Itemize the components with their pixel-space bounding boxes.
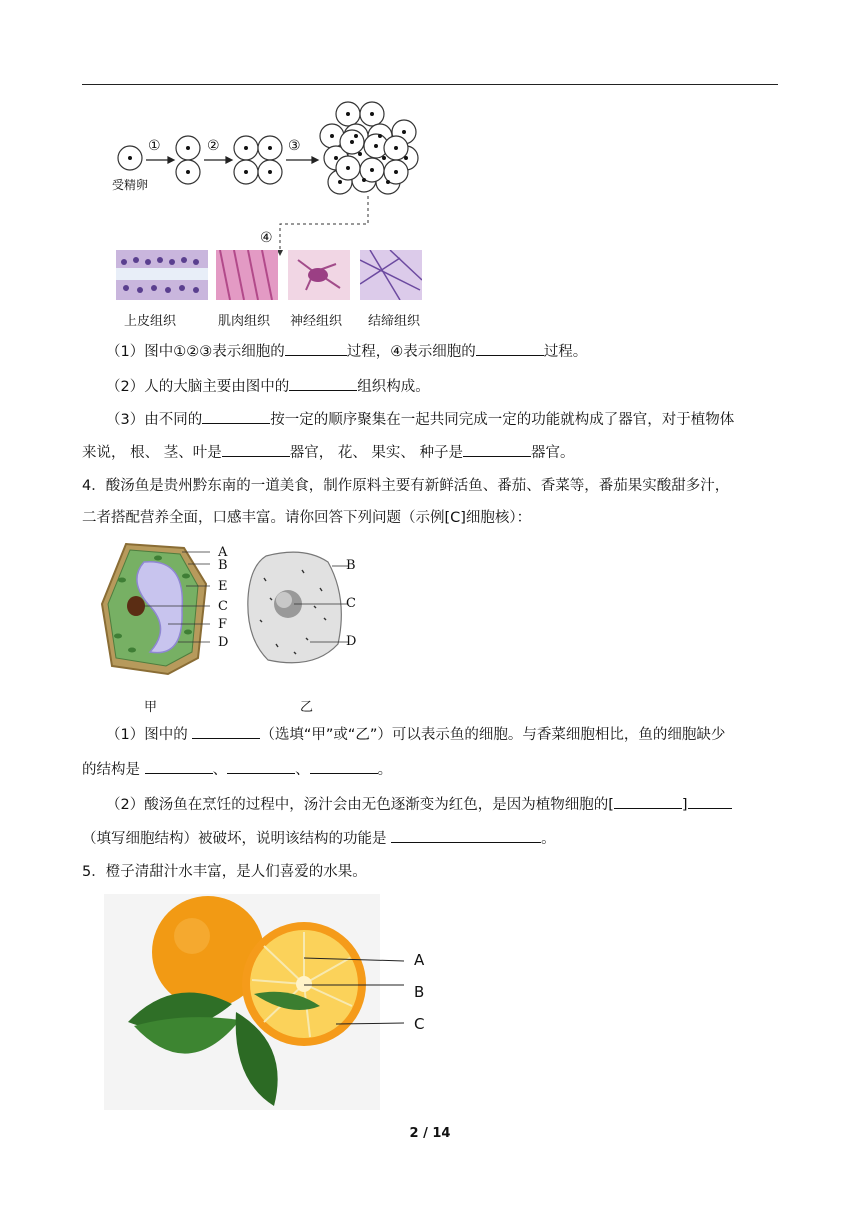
answer-blank[interactable] (145, 759, 213, 774)
animal-cell-label-b: B (346, 558, 356, 573)
orange-label-c: C (414, 1015, 425, 1033)
q4-item-2-cont: （填写细胞结构）被破坏，说明该结构的功能是 。 (82, 828, 782, 849)
answer-blank[interactable] (202, 409, 270, 424)
step-2-label: ② (207, 138, 220, 154)
muscle-tissue-image (216, 250, 278, 300)
q4-item-2: （2）酸汤鱼在烹饪的过程中，汤汁会由无色逐渐变为红色，是因为植物细胞的[ ] (82, 794, 806, 815)
plant-cell-label-e: E (218, 579, 228, 594)
answer-blank[interactable] (476, 341, 544, 356)
q3-item-3: （3）由不同的 按一定的顺序聚集在一起共同完成一定的功能就构成了器官，对于植物体 (82, 409, 806, 430)
q3-item-1: （1）图中①②③表示细胞的 过程，④表示细胞的 过程。 (82, 341, 806, 362)
tissue-label-epithelial: 上皮组织 (124, 314, 177, 329)
tissue-label-nerve: 神经组织 (290, 314, 343, 329)
answer-blank[interactable] (289, 376, 357, 391)
step-1-label: ① (148, 138, 161, 154)
answer-blank[interactable] (222, 442, 290, 457)
epithelial-tissue-image (116, 250, 208, 300)
answer-blank[interactable] (310, 759, 378, 774)
step-4-label: ④ (260, 230, 273, 246)
answer-blank[interactable] (614, 794, 682, 809)
answer-blank[interactable] (192, 724, 260, 739)
orange-label-a: A (414, 951, 425, 969)
plant-cell-caption: 甲 (144, 700, 158, 715)
q4-item-1-cont: 的结构是 、 、 。 (82, 759, 782, 780)
tissue-label-connective: 结缔组织 (368, 314, 421, 329)
fertilized-egg-label: 受精卵 (112, 178, 149, 192)
answer-blank[interactable] (285, 341, 347, 356)
animal-cell-label-d: D (346, 634, 357, 649)
nerve-tissue-image (288, 250, 350, 300)
page-number: 2 / 14 (409, 1126, 451, 1141)
plant-cell-label-b: B (218, 558, 228, 573)
q3-item-2: （2）人的大脑主要由图中的 组织构成。 (82, 376, 806, 397)
orange-label-b: B (414, 983, 425, 1001)
q4-stem-line-1: 4．酸汤鱼是贵州黔东南的一道美食，制作原料主要有新鲜活鱼、番茄、香菜等，番茄果实酸甜多汁， (82, 478, 730, 494)
answer-blank[interactable] (227, 759, 295, 774)
animal-cell-label-c: C (346, 596, 356, 611)
answer-blank[interactable] (463, 442, 531, 457)
plant-cell-label-a: A (218, 545, 228, 560)
plant-cell-label-d: D (218, 635, 229, 650)
animal-cell-diagram (244, 548, 348, 670)
step-3-label: ③ (288, 138, 301, 154)
answer-blank[interactable] (688, 794, 732, 809)
q5-stem: 5．橙子清甜汁水丰富，是人们喜爱的水果。 (82, 864, 367, 880)
q4-item-1: （1）图中的 （选填“甲”或“乙”）可以表示鱼的细胞。与香菜细胞相比，鱼的细胞缺少 (82, 724, 806, 745)
tissue-label-muscle: 肌肉组织 (218, 314, 271, 329)
header-rule (82, 84, 778, 85)
animal-cell-caption: 乙 (300, 700, 314, 715)
plant-cell-diagram (98, 540, 210, 680)
connective-tissue-image (360, 250, 422, 300)
plant-cell-label-c: C (218, 599, 228, 614)
orange-pointer-lines (300, 950, 410, 1030)
q4-stem-line-2: 二者搭配营养全面，口感丰富。请你回答下列问题（示例[C]细胞核）： (82, 510, 532, 526)
q3-item-3-cont: 来说， 根、 茎、叶是 器官， 花、 果实、 种子是 器官。 (82, 442, 782, 463)
plant-cell-label-f: F (218, 617, 228, 632)
answer-blank[interactable] (391, 828, 541, 843)
